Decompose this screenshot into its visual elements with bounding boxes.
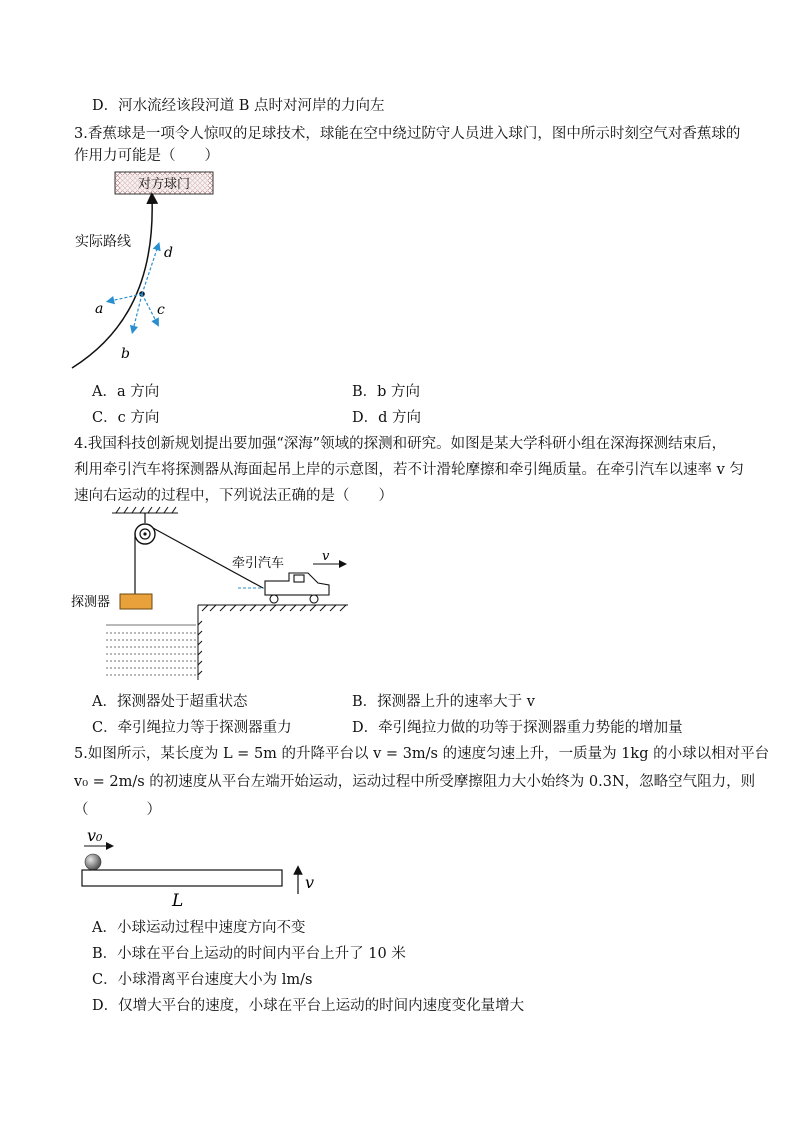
shore: [198, 605, 348, 680]
q5-option-c: C．小球滑离平台速度大小为 lm/s: [92, 972, 313, 988]
platform: [82, 870, 282, 886]
v0-label: v₀: [87, 826, 103, 845]
q4-option-b: B．探测器上升的速率大于 v: [352, 694, 535, 710]
q3-option-c: C．c 方向: [92, 410, 160, 426]
q3-stem-line2: 作用力可能是（ ）: [74, 148, 219, 164]
q4-stem-line1: 4.我国科技创新规划提出要加强“深海”领域的探测和研究。如图是某大学科研小组在深海探测结束后，: [74, 436, 727, 452]
arrow-c: [142, 294, 157, 323]
ball: [85, 854, 101, 870]
velocity-label: v: [322, 549, 330, 564]
q5-platform-figure: [78, 822, 328, 912]
path-label: 实际路线: [75, 234, 131, 250]
goal-box: [115, 172, 213, 194]
q5-option-b: B．小球在平台上运动的时间内平台上升了 10 米: [92, 946, 406, 962]
actual-path-curve: [72, 198, 152, 368]
goal-label: 对方球门: [137, 177, 191, 192]
q4-stem-line3: 速向右运动的过程中，下列说法正确的是（ ）: [74, 488, 393, 504]
pulley: [135, 524, 155, 544]
length-label: L: [172, 891, 184, 911]
ceiling: [112, 507, 178, 513]
q5-stem-line3: （ ）: [74, 802, 161, 818]
label-b: b: [121, 346, 130, 362]
q3-stem-line1: 3.香蕉球是一项令人惊叹的足球技术，球能在空中绕过防守人员进入球门，图中所示时刻空气对香蕉球的: [74, 126, 741, 142]
q4-option-a: A．探测器处于超重状态: [92, 694, 248, 710]
platform-velocity-label: v: [305, 873, 315, 892]
arrow-a: [110, 294, 142, 301]
sea-water: [106, 625, 196, 675]
q3-option-b: B．b 方向: [352, 384, 421, 400]
q5-stem-line1: 5.如图所示，某长度为 L = 5m 的升降平台以 v = 3m/s 的速度匀速上升，一质量为 1kg 的小球以相对平台: [74, 746, 770, 762]
label-a: a: [95, 301, 104, 317]
q4-probe-figure: [70, 505, 360, 685]
q5-option-a: A．小球运动过程中速度方向不变: [92, 920, 306, 936]
label-d: d: [164, 245, 173, 261]
q3-banana-ball-figure: [60, 168, 260, 373]
q3-option-d: D．d 方向: [352, 410, 422, 426]
q2-option-d: D．河水流经该段河道 B 点时对河岸的力向左: [92, 98, 385, 114]
probe-label: 探测器: [71, 595, 111, 610]
q4-option-d: D．牵引绳拉力做的功等于探测器重力势能的增加量: [352, 720, 683, 736]
tow-truck: [265, 573, 329, 603]
label-c: c: [157, 302, 165, 318]
q5-stem-line2: v₀ = 2m/s 的初速度从平台左端开始运动，运动过程中所受摩擦阻力大小始终为 0.3N，忽略空气阻力，则: [74, 774, 756, 790]
car-label: 牵引汽车: [232, 556, 285, 571]
q5-option-d: D．仅增大平台的速度，小球在平台上运动的时间内速度变化量增大: [92, 998, 525, 1014]
q4-option-c: C．牵引绳拉力等于探测器重力: [92, 720, 292, 736]
q3-option-a: A．a 方向: [92, 384, 160, 400]
probe-box: [120, 594, 152, 609]
q4-stem-line2: 利用牵引汽车将探测器从海面起吊上岸的示意图，若不计滑轮摩擦和牵引绳质量。在牵引汽车以速率 v 匀: [74, 462, 744, 478]
